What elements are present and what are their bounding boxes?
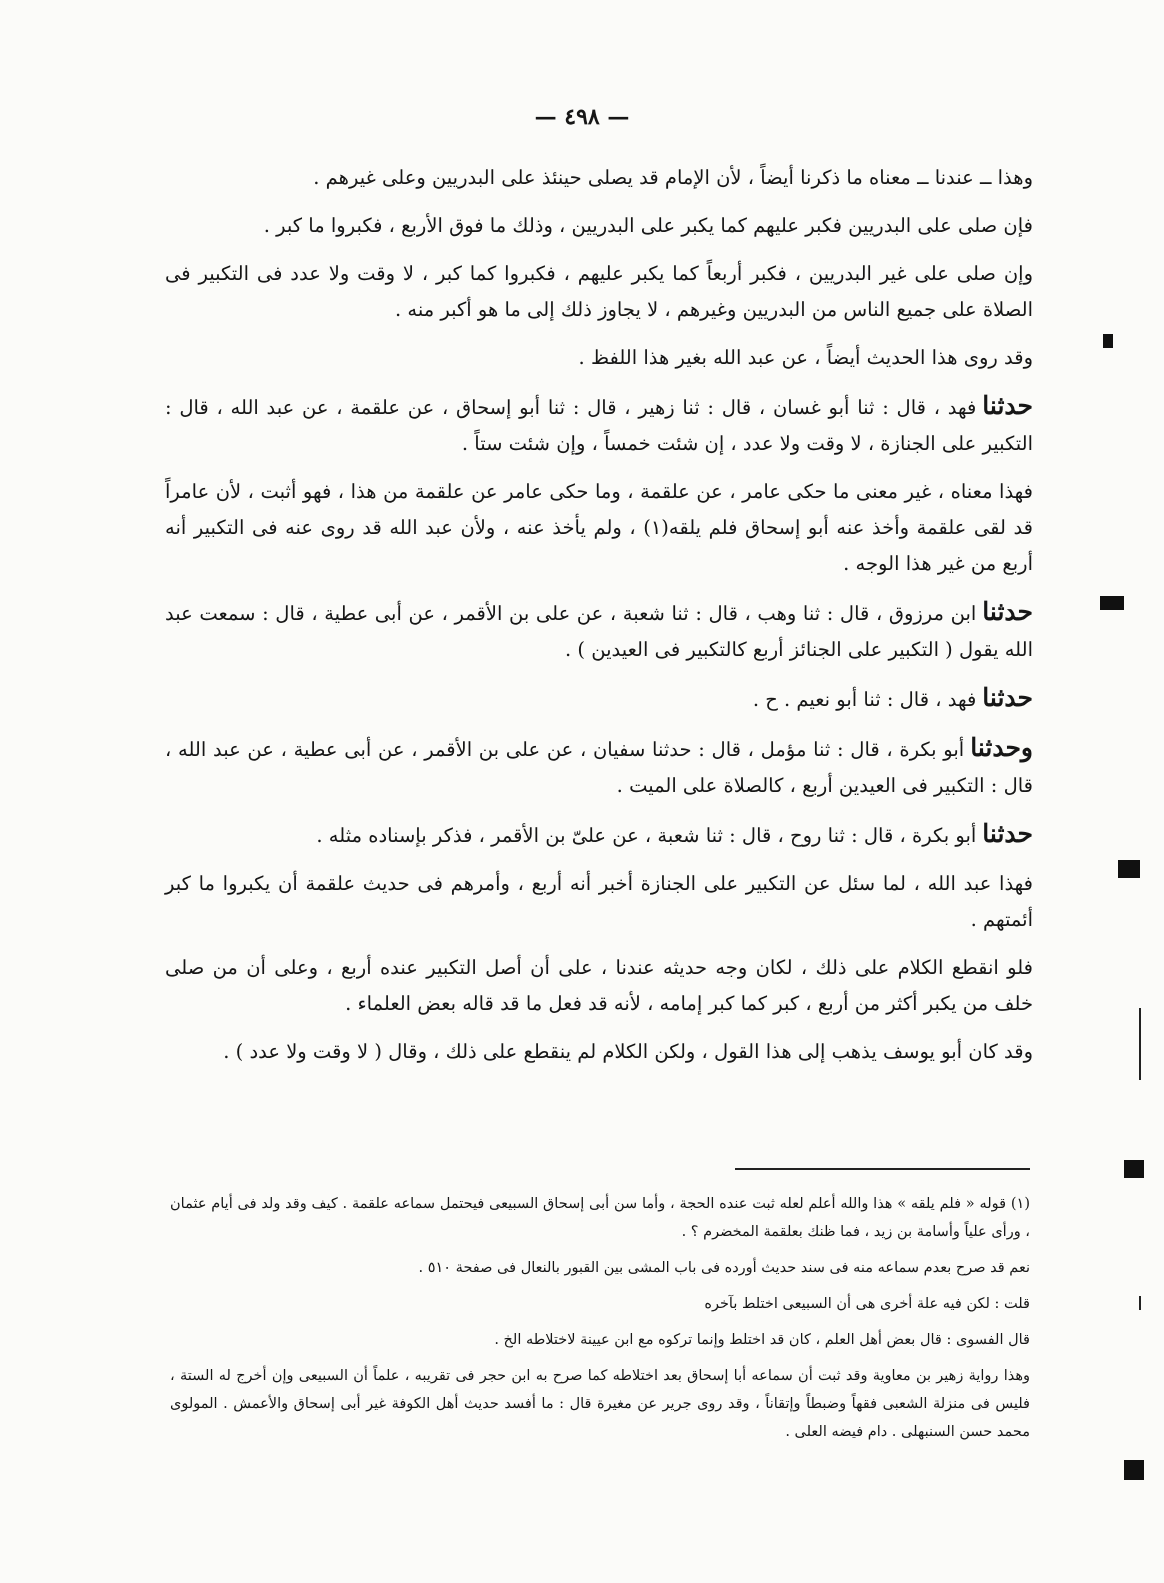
- paragraph: [165, 256, 1033, 328]
- footnote-separator: [735, 1168, 1030, 1170]
- scan-artifact: [1103, 334, 1113, 348]
- paragraph-text: أبو بكرة ، قال : ثنا مؤمل ، قال : حدثنا سفيان ، عن على بن الأقمر ، عن أبى عطية ، عن عبد الله ، قال : التكبير فى العيدين أربع ، كالصلاة على الميت .: [165, 738, 1033, 797]
- paragraph-text: وقد روى هذا الحديث أيضاً ، عن عبد الله بغير هذا اللفظ .: [578, 346, 1033, 369]
- main-text: [165, 160, 1033, 1082]
- paragraph-text: فهد ، قال : ثنا أبو نعيم . ح .: [752, 688, 977, 711]
- scan-artifact: [1124, 1160, 1144, 1178]
- hadith-paragraph: [165, 816, 1033, 854]
- footnote: [170, 1254, 1030, 1282]
- paragraph-text: وإن صلى على غير البدريين ، فكبر أربعاً كما يكبر عليهم ، فكبروا كما كبر ، لا وقت ولا عدد فى التكبير فى الصلاة على جميع الناس من البدريين وغيرهم ، لا يجاوز ذلك إلى ما هو أكبر منه .: [165, 262, 1033, 321]
- paragraph-text: فهذا معناه ، غير معنى ما حكى عامر ، عن علقمة ، وما حكى عامر عن علقمة من هذا ، فهو أثبت ، لأن عامراً قد لقى علقمة وأخذ عنه أبو إسحاق فلم يلقه(١) ، ولم يأخذ عنه ، ولأن عبد الله قد روى عنه فى التكبير أنه أربع من غير هذا الوجه .: [165, 480, 1033, 575]
- page-number: — ٤٩٨ —: [534, 104, 630, 130]
- scan-artifact: [1100, 596, 1124, 610]
- footnote-text: قلت : لكن فيه علة أخرى هى أن السبيعى اختلط بآخره: [704, 1296, 1030, 1312]
- scan-artifact: [1124, 1460, 1144, 1480]
- scan-artifact: [1139, 1296, 1141, 1310]
- paragraph-text: وقد كان أبو يوسف يذهب إلى هذا القول ، ولكن الكلام لم ينقطع على ذلك ، وقال ( لا وقت ولا عدد ) .: [223, 1040, 1033, 1063]
- paragraph: [165, 866, 1033, 938]
- hadith-lead: وحدثنا: [970, 733, 1033, 762]
- footnote: [170, 1326, 1030, 1354]
- paragraph-text: ابن مرزوق ، قال : ثنا وهب ، قال : ثنا شعبة ، عن على بن الأقمر ، عن أبى عطية ، قال : سمعت عبد الله يقول ( التكبير على الجنائز أربع كالتكبير فى العيدين ) .: [165, 602, 1033, 661]
- hadith-lead: حدثنا: [982, 819, 1033, 848]
- paragraph-text: فهد ، قال : ثنا أبو غسان ، قال : ثنا زهير ، قال : ثنا أبو إسحاق ، عن علقمة ، عن عبد الله ، قال : التكبير على الجنازة ، لا وقت ولا عدد ، إن شئت خمساً ، وإن شئت ستاً .: [165, 396, 1033, 455]
- paragraph: [165, 160, 1033, 196]
- footnotes: [170, 1190, 1030, 1454]
- paragraph-text: فهذا عبد الله ، لما سئل عن التكبير على الجنازة أخبر أنه أربع ، وأمرهم فى حديث علقمة أن يكبروا ما كبر أئمتهم .: [165, 872, 1033, 931]
- hadith-paragraph: [165, 680, 1033, 718]
- hadith-lead: حدثنا: [982, 391, 1033, 420]
- footnote: [170, 1190, 1030, 1246]
- hadith-lead: حدثنا: [982, 597, 1033, 626]
- footnote-text: قال الفسوى : قال بعض أهل العلم ، كان قد اختلط وإنما تركوه مع ابن عيينة لاختلاطه الخ .: [494, 1332, 1030, 1348]
- footnote-text: وهذا رواية زهير بن معاوية وقد ثبت أن سماعه أبا إسحاق بعد اختلاطه كما صرح به ابن حجر فى تقريبه ، علماً أن السبيعى وإن أخرج له الستة ، فليس فى منزلة الشعبى فقهاً وضبطاً وإتقاناً ، وقد روى جرير عن مغيرة قال : ما أفسد حديث أهل الكوفة غير أبى إسحاق والأعمش . المولوى محمد حسن السنبهلى . دام فيضه العلى .: [170, 1368, 1030, 1440]
- footnote-text: نعم قد صرح بعدم سماعه منه فى سند حديث أورده فى باب المشى بين القبور بالنعال فى صفحة ٥١٠ .: [418, 1260, 1030, 1276]
- hadith-lead: حدثنا: [982, 683, 1033, 712]
- hadith-paragraph: [165, 594, 1033, 668]
- paragraph-text: فإن صلى على البدريين فكبر عليهم كما يكبر على البدريين ، وذلك ما فوق الأربع ، فكبروا ما كبر .: [263, 214, 1033, 237]
- footnote-text: (١) قوله « فلم يلقه » هذا والله أعلم لعله ثبت عنده الحجة ، وأما سن أبى إسحاق السبيعى فيحتمل سماعه علقمة . كيف وقد ولد فى أيام عثمان ، ورأى علياً وأسامة بن زيد ، فما ظنك بعلقمة المخضرم ؟ .: [170, 1196, 1030, 1240]
- paragraph: [165, 950, 1033, 1022]
- paragraph: [165, 340, 1033, 376]
- footnote: [170, 1290, 1030, 1318]
- scan-artifact: [1139, 1008, 1141, 1080]
- paragraph: [165, 208, 1033, 244]
- paragraph: [165, 474, 1033, 582]
- paragraph-text: أبو بكرة ، قال : ثنا روح ، قال : ثنا شعبة ، عن علىّ بن الأقمر ، فذكر بإسناده مثله .: [316, 824, 977, 847]
- scan-artifact: [1118, 860, 1140, 878]
- paragraph-text: وهذا ــ عندنا ــ معناه ما ذكرنا أيضاً ، لأن الإمام قد يصلى حينئذ على البدريين وعلى غيرهم .: [313, 166, 1033, 189]
- paragraph: [165, 1034, 1033, 1070]
- hadith-paragraph: [165, 388, 1033, 462]
- paragraph-text: فلو انقطع الكلام على ذلك ، لكان وجه حديثه عندنا ، على أن أصل التكبير عنده أربع ، وعلى أن من صلى خلف من يكبر أكثر من أربع ، كبر كما كبر إمامه ، لأنه قد فعل ما قد قاله بعض العلماء .: [165, 956, 1033, 1015]
- footnote: [170, 1362, 1030, 1446]
- hadith-paragraph: [165, 730, 1033, 804]
